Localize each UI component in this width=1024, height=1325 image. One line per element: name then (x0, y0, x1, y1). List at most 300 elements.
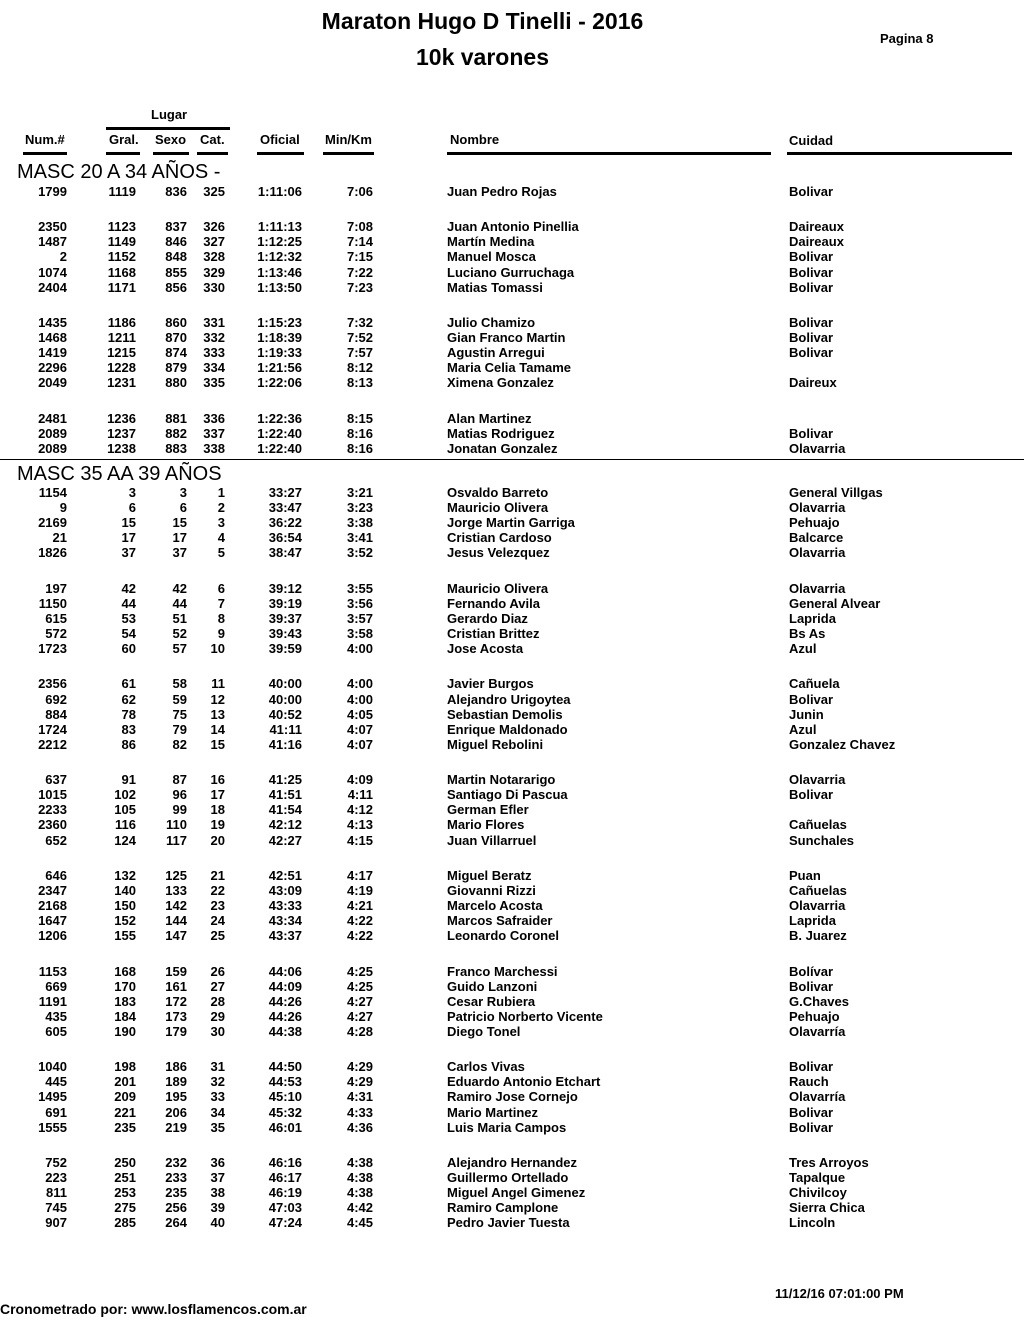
result-row (0, 994, 1024, 1009)
official-time: 41:16 (268, 737, 302, 752)
sex-place: 879 (165, 360, 187, 375)
sex-place: 147 (165, 928, 187, 943)
runner-name: Miguel Beratz (447, 868, 532, 883)
overall-place: 198 (114, 1059, 136, 1074)
runner-name: Miguel Angel Gimenez (447, 1185, 586, 1200)
sex-place: 186 (165, 1059, 187, 1074)
pace: 4:05 (346, 707, 373, 722)
city: Olavarría (789, 1089, 846, 1104)
category-place: 35 (210, 1120, 225, 1135)
result-row (0, 772, 1024, 787)
number: 1040 (38, 1059, 67, 1074)
category-place: 34 (210, 1105, 225, 1120)
result-row (0, 441, 1024, 456)
runner-name: Ramiro Jose Cornejo (447, 1089, 578, 1104)
sex-place: 99 (172, 802, 187, 817)
runner-name: Mauricio Olivera (447, 581, 549, 596)
category-place: 327 (203, 234, 225, 249)
result-row (0, 1200, 1024, 1215)
runner-name: Cristian Cardoso (447, 530, 552, 545)
number: 811 (46, 1185, 67, 1200)
pace: 4:19 (346, 883, 373, 898)
category-place: 329 (203, 265, 225, 280)
official-time: 1:18:39 (257, 330, 302, 345)
number: 445 (45, 1074, 67, 1089)
number: 2350 (38, 219, 67, 234)
official-time: 33:27 (268, 485, 302, 500)
official-time: 40:00 (268, 676, 302, 691)
city: Bolivar (789, 426, 834, 441)
overall-place: 91 (121, 772, 136, 787)
pace: 4:28 (346, 1024, 373, 1039)
category-place: 1 (217, 485, 225, 500)
pace: 3:52 (346, 545, 373, 560)
overall-place: 235 (114, 1120, 136, 1135)
number: 637 (45, 772, 67, 787)
sex-place: 15 (172, 515, 187, 530)
city: Olavarría (789, 1024, 846, 1039)
sex-place: 883 (165, 441, 187, 456)
sex-place: 882 (165, 426, 187, 441)
official-time: 40:52 (268, 707, 302, 722)
city: Cañuelas (789, 817, 847, 832)
number: 1015 (38, 787, 67, 802)
runner-name: Maria Celia Tamame (447, 360, 572, 375)
result-row (0, 611, 1024, 626)
city: Cañuela (789, 676, 840, 691)
category-place: 333 (203, 345, 225, 360)
number: 2169 (38, 515, 67, 530)
runner-name: Matias Tomassi (447, 280, 543, 295)
overall-place: 124 (114, 833, 136, 848)
category-place: 37 (210, 1170, 225, 1185)
number: 1495 (38, 1089, 67, 1104)
overall-place: 190 (114, 1024, 136, 1039)
official-time: 39:59 (268, 641, 302, 656)
column-underline-gral (106, 152, 140, 155)
official-time: 46:19 (268, 1185, 302, 1200)
runner-name: Guillermo Ortellado (447, 1170, 569, 1185)
official-time: 40:00 (268, 692, 302, 707)
pace: 4:31 (346, 1089, 373, 1104)
number: 2212 (38, 737, 67, 752)
sex-place: 173 (165, 1009, 187, 1024)
pace: 4:13 (346, 817, 373, 832)
category-place: 17 (210, 787, 225, 802)
category-place: 31 (210, 1059, 225, 1074)
category-place: 16 (210, 772, 225, 787)
sex-place: 179 (165, 1024, 187, 1039)
category-place: 7 (217, 596, 225, 611)
column-header-sexo: Sexo (155, 132, 187, 147)
result-row (0, 345, 1024, 360)
runner-name: Jonatan Gonzalez (447, 441, 558, 456)
category-place: 336 (203, 411, 225, 426)
runner-name: Jorge Martin Garriga (447, 515, 575, 530)
overall-place: 44 (121, 596, 136, 611)
number: 907 (45, 1215, 67, 1230)
category-place: 331 (203, 315, 225, 330)
city: Lincoln (789, 1215, 836, 1230)
pace: 4:29 (346, 1059, 373, 1074)
result-row (0, 676, 1024, 691)
overall-place: 183 (114, 994, 136, 1009)
category-place: 11 (211, 676, 225, 691)
category-place: 28 (210, 994, 225, 1009)
sex-place: 837 (165, 219, 187, 234)
pace: 4:38 (346, 1170, 373, 1185)
column-underline-oficial (257, 152, 304, 155)
official-time: 38:47 (268, 545, 302, 560)
result-row (0, 707, 1024, 722)
pace: 4:00 (346, 641, 373, 656)
pace: 3:57 (346, 611, 373, 626)
category-place: 19 (210, 817, 225, 832)
result-row (0, 184, 1024, 199)
result-row (0, 1170, 1024, 1185)
pace: 4:36 (346, 1120, 373, 1135)
number: 1206 (38, 928, 67, 943)
city: Rauch (789, 1074, 829, 1089)
result-row (0, 1185, 1024, 1200)
city: Laprida (789, 913, 836, 928)
result-row (0, 1024, 1024, 1039)
result-row (0, 787, 1024, 802)
number: 1435 (38, 315, 67, 330)
overall-place: 17 (121, 530, 136, 545)
official-time: 41:54 (268, 802, 302, 817)
overall-place: 170 (114, 979, 136, 994)
category-place: 2 (217, 500, 225, 515)
number: 1647 (38, 913, 67, 928)
overall-place: 150 (114, 898, 136, 913)
result-row (0, 234, 1024, 249)
pace: 4:22 (346, 913, 373, 928)
pace: 7:32 (346, 315, 373, 330)
pace: 3:38 (346, 515, 373, 530)
result-row (0, 913, 1024, 928)
pace: 7:23 (346, 280, 373, 295)
sex-place: 75 (172, 707, 187, 722)
sex-place: 6 (179, 500, 187, 515)
city: Bolivar (789, 692, 834, 707)
city: Daireaux (789, 219, 844, 234)
result-row (0, 1074, 1024, 1089)
result-row (0, 219, 1024, 234)
runner-name: Diego Tonel (447, 1024, 521, 1039)
city: Chivilcoy (789, 1185, 847, 1200)
city: Bolivar (789, 345, 834, 360)
sex-place: 44 (172, 596, 187, 611)
column-underline-ciudad (787, 152, 1012, 155)
overall-place: 1171 (107, 280, 136, 295)
overall-place: 62 (121, 692, 136, 707)
sex-place: 17 (172, 530, 187, 545)
column-header-num: Num.# (25, 132, 65, 147)
overall-place: 53 (121, 611, 136, 626)
pace: 3:23 (346, 500, 373, 515)
sex-place: 117 (166, 833, 187, 848)
city: Laprida (789, 611, 836, 626)
sex-place: 51 (172, 611, 187, 626)
official-time: 43:37 (268, 928, 302, 943)
result-row (0, 545, 1024, 560)
official-time: 44:09 (268, 979, 302, 994)
number: 605 (45, 1024, 67, 1039)
overall-place: 1168 (107, 265, 136, 280)
number: 197 (45, 581, 67, 596)
category-place: 337 (203, 426, 225, 441)
official-time: 1:12:25 (257, 234, 302, 249)
overall-place: 1123 (107, 219, 136, 234)
overall-place: 102 (114, 787, 136, 802)
result-row (0, 581, 1024, 596)
overall-place: 155 (114, 928, 136, 943)
number: 692 (45, 692, 67, 707)
result-row (0, 964, 1024, 979)
page-title: Maraton Hugo D Tinelli - 2016 (321, 8, 644, 34)
sex-place: 144 (165, 913, 187, 928)
column-header-cat: Cat. (200, 132, 225, 147)
pace: 4:25 (346, 964, 373, 979)
category-place: 27 (210, 979, 225, 994)
number: 2296 (38, 360, 67, 375)
pace: 8:15 (346, 411, 373, 426)
city: Olavarria (789, 772, 846, 787)
runner-name: Matias Rodriguez (447, 426, 555, 441)
runner-name: Sebastian Demolis (447, 707, 563, 722)
city: Tapalque (789, 1170, 846, 1185)
runner-name: Patricio Norberto Vicente (447, 1009, 603, 1024)
category-place: 18 (210, 802, 225, 817)
category-place: 26 (210, 964, 225, 979)
pace: 4:11 (347, 787, 373, 802)
overall-place: 132 (114, 868, 136, 883)
official-time: 44:53 (268, 1074, 302, 1089)
runner-name: Mario Martinez (447, 1105, 539, 1120)
overall-place: 201 (114, 1074, 136, 1089)
pace: 3:55 (346, 581, 373, 596)
official-time: 1:13:46 (257, 265, 302, 280)
sex-place: 881 (165, 411, 187, 426)
pace: 4:17 (346, 868, 373, 883)
number: 435 (45, 1009, 67, 1024)
runner-name: Marcos Safraider (447, 913, 553, 928)
pace: 3:56 (346, 596, 373, 611)
sex-place: 855 (165, 265, 187, 280)
sex-place: 142 (165, 898, 187, 913)
category-heading: MASC 20 A 34 AÑOS - (17, 161, 221, 183)
city: G.Chaves (789, 994, 849, 1009)
category-place: 10 (210, 641, 225, 656)
overall-place: 54 (121, 626, 136, 641)
sex-place: 58 (172, 676, 187, 691)
number: 2089 (38, 441, 67, 456)
category-place: 13 (210, 707, 225, 722)
overall-place: 209 (114, 1089, 136, 1104)
column-underline-minkm (323, 152, 374, 155)
city: Bolivar (789, 265, 834, 280)
pace: 4:45 (346, 1215, 373, 1230)
category-place: 40 (210, 1215, 225, 1230)
sex-place: 235 (165, 1185, 187, 1200)
result-row (0, 500, 1024, 515)
official-time: 44:26 (268, 1009, 302, 1024)
column-underline-num (23, 152, 67, 155)
runner-name: Giovanni Rizzi (447, 883, 536, 898)
number: 1799 (38, 184, 67, 199)
category-place: 8 (217, 611, 225, 626)
result-row (0, 426, 1024, 441)
official-time: 44:38 (268, 1024, 302, 1039)
result-row (0, 1120, 1024, 1135)
sex-place: 159 (165, 964, 187, 979)
official-time: 39:43 (268, 626, 302, 641)
result-row (0, 928, 1024, 943)
city: Bolivar (789, 1120, 834, 1135)
runner-name: Miguel Rebolini (447, 737, 544, 752)
overall-place: 60 (121, 641, 136, 656)
overall-place: 86 (121, 737, 136, 752)
official-time: 45:32 (268, 1105, 302, 1120)
runner-name: Alejandro Hernandez (447, 1155, 578, 1170)
pace: 8:16 (346, 426, 373, 441)
result-row (0, 868, 1024, 883)
official-time: 46:16 (268, 1155, 302, 1170)
official-time: 47:24 (268, 1215, 302, 1230)
city: Sierra Chica (789, 1200, 865, 1215)
official-time: 44:06 (268, 964, 302, 979)
pace: 4:00 (346, 692, 373, 707)
official-time: 47:03 (268, 1200, 302, 1215)
number: 2 (59, 249, 67, 264)
runner-name: Santiago Di Pascua (447, 787, 568, 802)
number: 2360 (38, 817, 67, 832)
overall-place: 285 (114, 1215, 136, 1230)
result-row (0, 722, 1024, 737)
category-place: 29 (210, 1009, 225, 1024)
sex-place: 836 (165, 184, 187, 199)
overall-place: 6 (128, 500, 136, 515)
sex-place: 172 (165, 994, 187, 1009)
city: General Villgas (789, 485, 883, 500)
runner-name: Fernando Avila (447, 596, 540, 611)
pace: 4:07 (346, 737, 373, 752)
pace: 4:07 (346, 722, 373, 737)
sex-place: 161 (165, 979, 187, 994)
overall-place: 78 (121, 707, 136, 722)
runner-name: Agustin Arregui (447, 345, 545, 360)
result-row (0, 898, 1024, 913)
category-place: 24 (210, 913, 225, 928)
result-row (0, 360, 1024, 375)
pace: 4:12 (346, 802, 373, 817)
number: 2347 (38, 883, 67, 898)
official-time: 1:22:40 (257, 426, 302, 441)
overall-place: 184 (114, 1009, 136, 1024)
official-time: 1:22:36 (257, 411, 302, 426)
sex-place: 860 (165, 315, 187, 330)
city: Bolivar (789, 330, 834, 345)
category-place: 12 (210, 692, 225, 707)
pace: 8:16 (346, 441, 373, 456)
overall-place: 1152 (107, 249, 136, 264)
official-time: 44:50 (268, 1059, 302, 1074)
city: Daireux (789, 375, 837, 390)
overall-place: 15 (121, 515, 136, 530)
pace: 4:00 (346, 676, 373, 691)
number: 745 (45, 1200, 67, 1215)
city: Olavarria (789, 500, 846, 515)
result-row (0, 411, 1024, 426)
category-place: 25 (210, 928, 225, 943)
official-time: 36:22 (268, 515, 302, 530)
sex-place: 264 (165, 1215, 187, 1230)
category-heading: MASC 35 AA 39 AÑOS (17, 463, 222, 485)
city: Bolivar (789, 315, 834, 330)
category-place: 20 (210, 833, 225, 848)
runner-name: Guido Lanzoni (447, 979, 538, 994)
category-place: 32 (210, 1074, 225, 1089)
timing-credit: Cronometrado por: www.losflamencos.com.ar (0, 1301, 307, 1317)
sex-place: 189 (165, 1074, 187, 1089)
overall-place: 83 (121, 722, 136, 737)
category-place: 335 (203, 375, 225, 390)
pace: 4:21 (346, 898, 373, 913)
pace: 4:27 (346, 994, 373, 1009)
number: 9 (59, 500, 67, 515)
number: 1153 (38, 964, 67, 979)
sex-place: 52 (172, 626, 187, 641)
official-time: 1:11:13 (257, 219, 302, 234)
runner-name: German Efler (447, 802, 529, 817)
pace: 7:14 (346, 234, 373, 249)
sex-place: 195 (165, 1089, 187, 1104)
pace: 4:42 (346, 1200, 373, 1215)
number: 1191 (38, 994, 67, 1009)
print-timestamp: 11/12/16 07:01:00 PM (775, 1286, 904, 1301)
runner-name: Carlos Vivas (447, 1059, 525, 1074)
overall-place: 1236 (107, 411, 136, 426)
result-row (0, 280, 1024, 295)
runner-name: Osvaldo Barreto (447, 485, 549, 500)
number: 1154 (38, 485, 67, 500)
column-header-oficial: Oficial (260, 132, 300, 147)
result-row (0, 1009, 1024, 1024)
runner-name: Luciano Gurruchaga (447, 265, 575, 280)
number: 1555 (38, 1120, 67, 1135)
result-row (0, 626, 1024, 641)
official-time: 41:51 (268, 787, 302, 802)
result-row (0, 1215, 1024, 1230)
runner-name: Pedro Javier Tuesta (447, 1215, 570, 1230)
number: 752 (45, 1155, 67, 1170)
pace: 7:22 (346, 265, 373, 280)
official-time: 1:22:06 (257, 375, 302, 390)
overall-place: 140 (114, 883, 136, 898)
runner-name: Martín Medina (447, 234, 535, 249)
result-row (0, 979, 1024, 994)
runner-name: Juan Pedro Rojas (447, 184, 557, 199)
city: Balcarce (789, 530, 844, 545)
sex-place: 96 (172, 787, 187, 802)
sex-place: 874 (165, 345, 187, 360)
pace: 7:57 (346, 345, 373, 360)
section-divider (0, 459, 1024, 460)
official-time: 39:12 (268, 581, 302, 596)
column-group-underline (106, 127, 230, 130)
pace: 8:12 (346, 360, 373, 375)
